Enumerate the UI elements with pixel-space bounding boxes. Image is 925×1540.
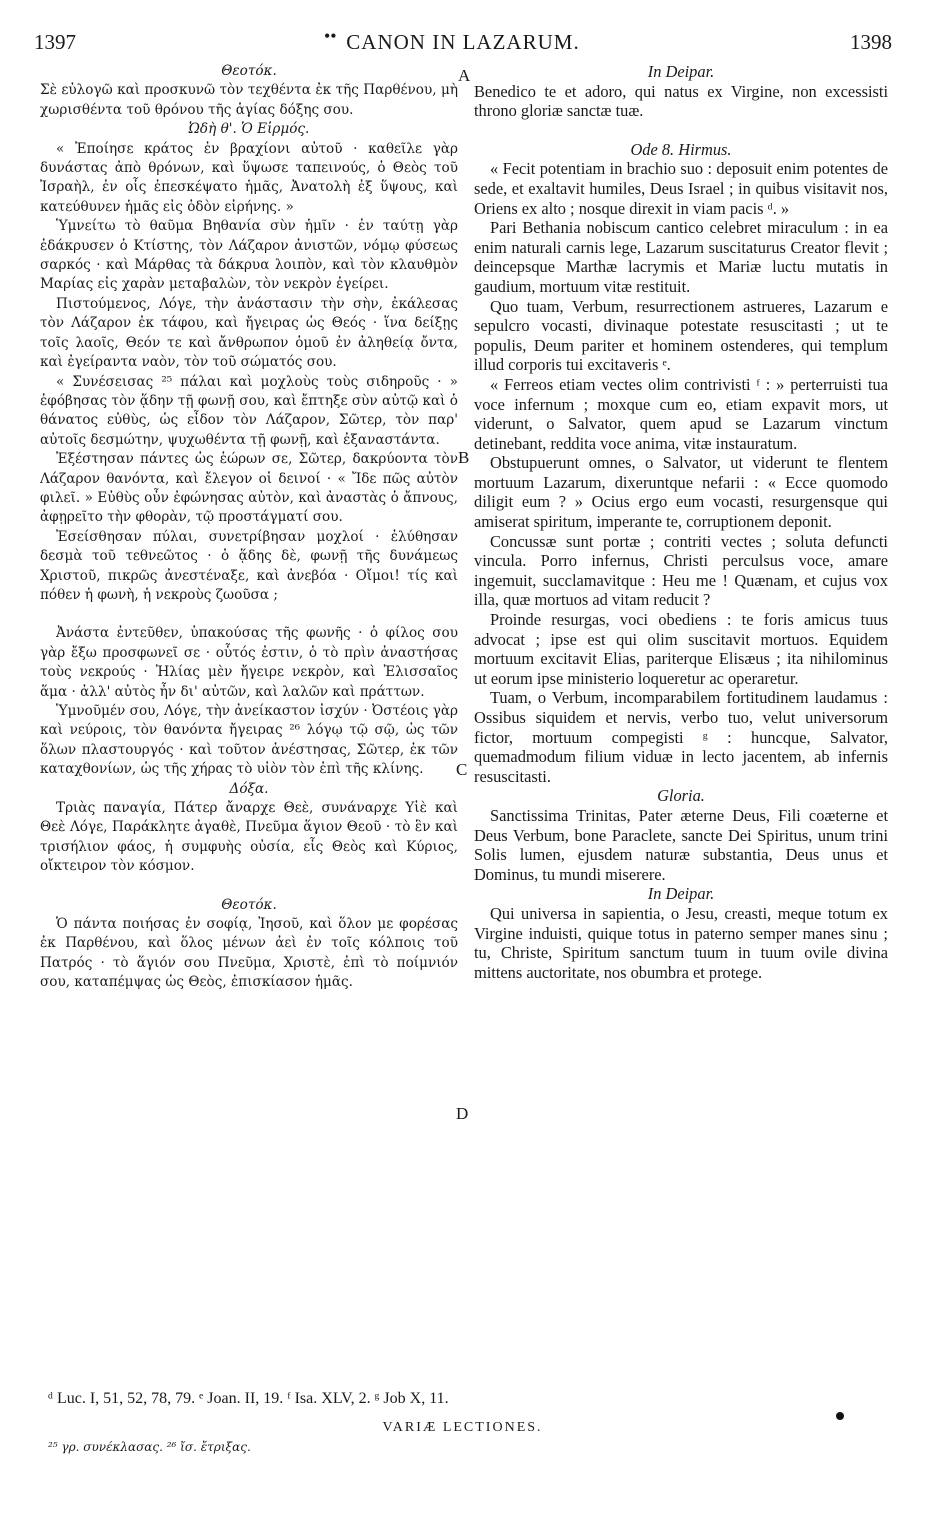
variae-lectiones-title: VARIÆ LECTIONES. [382, 1420, 543, 1435]
greek-paragraph: « Ἐποίησε κράτος ἐν βραχίονι αὐτοῦ · καθεῖλε γὰρ δυνάστας ἀπὸ θρόνων, καὶ ὕψωσε ταπεινούς, ὁ Θεὸς τοῦ Ἰσραὴλ, ἐν οἷς ἐπεσκέψατο ἡμᾶς, Ἀνατολὴ ἐξ ὕψους, καὶ κατεύθυνεν ἡμᾶς εἰς ὁδὸν εἰρήνης. » [40, 140, 458, 215]
greek-column [40, 62, 458, 993]
variae-lectiones-notes: ²⁵ γρ. συνέκλασας. ²⁶ ἴσ. ἔτριξας. [48, 1440, 251, 1454]
latin-heading-gloria: Gloria. [657, 786, 705, 806]
greek-heading-doxa: Δόξα. [229, 780, 269, 797]
running-title: CANON IN LAZARUM. [346, 30, 580, 54]
greek-paragraph: Ὑμνείτω τὸ θαῦμα Βηθανία σὺν ἡμῖν · ἐν ταύτῃ γὰρ ἐδάκρυσεν ὁ Κτίστης, τὸν Λάζαρον ἀνιστῶν, νόμῳ φύσεως σαρκός · καὶ Μάρθας τὰ δάκρυα λοιπὸν, καὶ τὸν κλαυθμὸν Μαρίας εἰς χαρὰν μεταβαλὼν, τὸν νεκρὸν ἐγείρει. [40, 218, 458, 293]
latin-paragraph: « Fecit potentiam in brachio suo : deposuit enim potentes de sede, et exaltavit humiles, Deus Israel ; in quibus visitavit nos, Oriens ex alto ; nosque direxit in viam pacis ᵈ. » [474, 159, 888, 218]
latin-paragraph: Proinde resurgas, voci obediens : te foris amicus tuus advocat ; ipse est qui olim suscitavit mortuos. Equidem mortuum excitavit Elias, pariterque Elisæus ; ita nihilominus ut eorum ipse ministerio loqueretur ac operaretur. [474, 610, 888, 688]
latin-paragraph: « Ferreos etiam vectes olim contrivisti ᶠ : » perterruisti tua voce infernum ; moxque cum eo, etiam expavit mors, ut viderunt, o Salvator, quem apud se Lazarum vinctum detinebant, reddita voce anima, vitæ instauratum. [474, 374, 888, 453]
footnote-references: ᵈ Luc. I, 51, 52, 78, 79. ᵉ Joan. II, 19. ᶠ Isa. XLV, 2. ᵍ Job X, 11. [48, 1390, 449, 1407]
greek-paragraph: Τριὰς παναγία, Πάτερ ἄναρχε Θεὲ, συνάναρχε Υἱὲ καὶ Θεὲ Λόγε, Παράκλητε ἀγαθὲ, Πνεῦμα ἅγιον Θεοῦ · τὸ ἓν καὶ τρισήλιον φάος, ἡ συμφυὴς οὐσία, εἷς Θεὸς καὶ Κύριος, οἴκτειρον τὸν κόσμον. [40, 800, 458, 875]
latin-heading-ode: Ode 8. Hirmus. [630, 139, 732, 159]
latin-paragraph: Benedico te et adoro, qui natus ex Virgine, non excessisti throno gloriæ sanctæ tuæ. [474, 81, 888, 121]
header-mark: •• [324, 26, 337, 46]
page-header [34, 26, 892, 58]
latin-paragraph: Tuam, o Verbum, incomparabilem fortitudinem laudamus : Ossibus siquidem et nervis, verbo tuo, velut universorum fictor, mortuum compegisti ᵍ : huncque, Salvator, quemadmodum filium viduæ in lecto jacentem, ab infernis resuscitasti. [474, 688, 888, 786]
margin-letter-d: D [456, 1104, 469, 1123]
margin-letter-a: A [458, 66, 471, 85]
margin-letter-b: B [458, 448, 470, 467]
latin-paragraph: Sanctissima Trinitas, Pater æterne Deus, Fili coæterne et Deus Verbum, bone Paraclete, sancte Dei Spiritus, unum trini Solis lumen, ejusdem naturæ substantia, Deus unus et Dominus, tu mundi miserere. [474, 805, 888, 884]
latin-heading-deipar-2: In Deipar. [647, 884, 715, 904]
greek-paragraph: Ἐξέστησαν πάντες ὡς ἑώρων σε, Σῶτερ, δακρύοντα τὸν Λάζαρον θανόντα, καὶ ἔλεγον οἱ δεινοί · « Ἴδε πῶς αὐτὸν φιλεῖ. » Εὐθὺς οὖν ἐφώνησας αὐτὸν, καὶ ἀναστὰς ὁ ἄπνους, ἀφῃρεῖτο τὴν φθορὰν, τῷ προστάγματί σου. [40, 451, 458, 526]
greek-paragraph: Πιστούμενος, Λόγε, τὴν ἀνάστασιν τὴν σὴν, ἐκάλεσας τὸν Λάζαρον ἐκ τάφου, καὶ ἤγειρας ὡς Θεός · ἵνα δείξῃς τοῖς λαοῖς, Θεόν τε καὶ ἄνθρωπον ὁμοῦ ἐν ἀληθείᾳ ὄντα, καὶ ἐγείραντα ναὸν, τὸν τοῦ σώματός σου. [40, 295, 458, 371]
latin-column [474, 62, 888, 982]
greek-paragraph: Ὁ πάντα ποιήσας ἐν σοφίᾳ, Ἰησοῦ, καὶ ὅλον με φορέσας ἐκ Παρθένου, καὶ ὅλος μένων ἀεὶ ἐν τοῖς κόλποις τοῦ Πατρός · τὸ ἅγιόν σου Πνεῦμα, Χριστὲ, ἐπὶ τὸ ποίμνιόν σου, καταπέμψας ὡς Θεὸς, ἐπισκίασον ἡμᾶς. [40, 916, 458, 991]
latin-paragraph: Quo tuam, Verbum, resurrectionem astrueres, Lazarum e sepulcro vocasti, divinaque potestate resuscitasti ; ut te populis, Deum pariter et hominem ostenderes, qui templum illud corporis tui excitaveris ᵉ. [474, 296, 888, 375]
greek-paragraph: Ἐσείσθησαν πύλαι, συνετρίβησαν μοχλοί · ἐλύθησαν δεσμὰ τοῦ τεθνεῶτος · ὁ ᾅδης δὲ, φωνῇ τῆς δυνάμεως Χριστοῦ, πικρῶς ἀνεστέναξε, καὶ ἀνεβόα · Οἴμοι! τίς καὶ πόθεν ἡ φωνὴ, ἡ νεκροὺς ζωοῦσα ; [40, 528, 458, 603]
greek-heading-theotokion: Θεοτόκ. [221, 63, 277, 79]
greek-heading-ode: Ὠδὴ θ'. Ὁ Εἱρμός. [188, 121, 310, 138]
greek-paragraph: Ὑμνοῦμέν σου, Λόγε, τὴν ἀνείκαστον ἰσχύν · Ὀστέοις γὰρ καὶ νεύροις, τὸν θανόντα ἤγειρας ²⁶ λόγῳ τῷ σῷ, ὡς τῶν ὅλων πλαστουργός · καὶ τοῦτον ἀνέστησας, Σῶτερ, ἐκ τῶν καταχθονίων, ὡς τῆς χήρας τὸ υἱὸν τὸν ἐπὶ τῆς κλίνης. [40, 703, 458, 778]
greek-paragraph: Ἀνάστα ἐντεῦθεν, ὑπακούσας τῆς φωνῆς · ὁ φίλος σου γὰρ ἔξω προσφωνεῖ σε · οὗτός ἐστιν, ὁ τὸ πρὶν ἀναστήσας τοὺς νεκρούς · Ἠλίας μὲν ἤγειρε νεκρὸν, καὶ Ἐλισσαῖος ἅμα · ἀλλ' αὐτὸς ἦν δι' αὐτῶν, καὶ λαλῶν καὶ πράττων. [40, 625, 458, 700]
greek-paragraph: « Συνέσεισας ²⁵ πάλαι καὶ μοχλοὺς τοὺς σιδηροῦς · » ἐφόβησας τὸν ᾅδην τῇ φωνῇ σου, καὶ ἔπτηξε σὺν αὐτῷ καὶ ὁ θάνατος εὐθὺς, ὡς εἶδον τὸν Λάζαρον, Σῶτερ, τὸν παρ' αὐτοῖς δεσμώτην, ψυχωθέντα τῇ φωνῇ, καὶ ἐξαναστάντα. [40, 373, 458, 448]
latin-paragraph: Obstupuerunt omnes, o Salvator, ut viderunt te flentem mortuum Lazarum, dixeruntque nefarii : « Ecce quomodo diligit eum ? » Ocius ergo eum vocasti, resurgensque qui amiserat spiritum, imperante te, corruptionem deponit. [474, 453, 888, 532]
ink-dot [836, 1412, 844, 1420]
latin-heading-deipar: In Deipar. [647, 62, 715, 81]
greek-paragraph: Σὲ εὐλογῶ καὶ προσκυνῶ τὸν τεχθέντα ἐκ τῆς Παρθένου, μὴ χωρισθέντα τοῦ θρόνου τῆς ἁγίας δόξης σου. [40, 82, 458, 118]
latin-gap [474, 121, 888, 140]
greek-gap [40, 877, 458, 896]
latin-paragraph: Concussæ sunt portæ ; contriti vectes ; soluta defuncti vincula. Porro infernus, Christi perculsus voce, amare ingemuit, succlamavitque : Heu me ! Quænam, et cujus vox illa, quæ mortuos ad vitam reducit ? [474, 531, 888, 610]
page-number-left: 1397 [34, 30, 76, 54]
greek-gap [40, 605, 458, 624]
margin-letter-c: C [456, 760, 468, 779]
latin-paragraph: Pari Bethania nobiscum cantico celebret miraculum : in ea enim naturali carnis lege, Lazarum suscitaturus Creator flevit ; deincepsque Marthæ lacrymis et Mariæ luctu mutatis in gaudium, mortuum vitæ restituit. [474, 218, 888, 296]
page-number-right: 1398 [850, 30, 892, 54]
greek-heading-theotokion-2: Θεοτόκ. [221, 896, 277, 913]
latin-paragraph: Qui universa in sapientia, o Jesu, creasti, meque totum ex Virgine induisti, quique totus in paterno semper manes sinu ; tu, Christe, Spiritum sanctum tuum in tuum ovile divina mittens auctoritate, nos obumbra et protege. [474, 903, 888, 982]
